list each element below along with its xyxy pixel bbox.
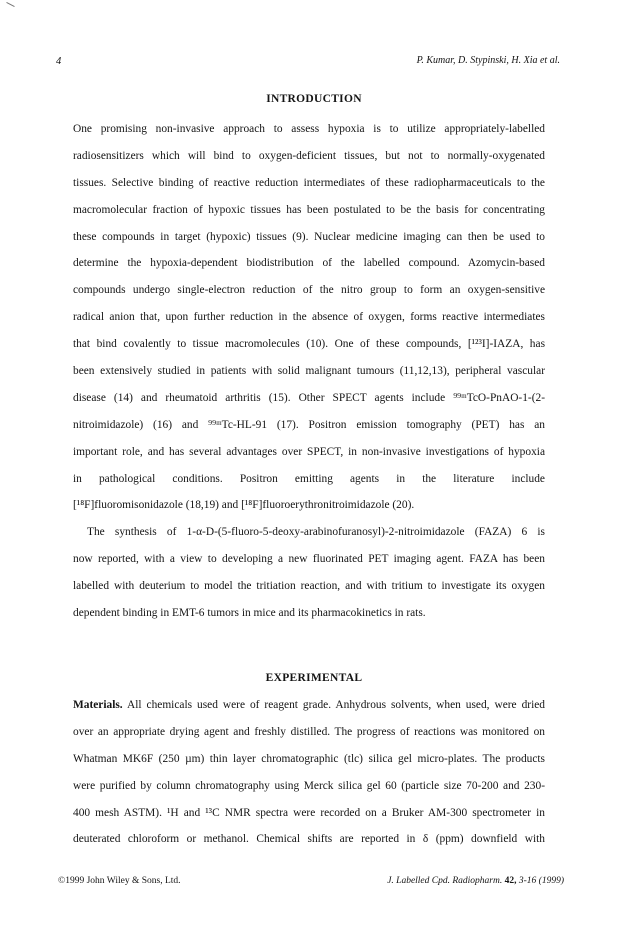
scan-mark	[6, 2, 14, 7]
running-head: P. Kumar, D. Stypinski, H. Xia et al.	[416, 55, 560, 66]
text-line: Whatman MK6F (250 µm) thin layer chromatographic (tlc) silica gel micro-plates. The products	[73, 752, 545, 765]
text-line: that bind covalently to tissue macromolecules (10). One of these compounds, [¹²³I]-IAZA, has	[73, 338, 545, 351]
copyright-notice: ©1999 John Wiley & Sons, Ltd.	[58, 876, 181, 886]
journal-name: J. Labelled Cpd. Radiopharm.	[387, 876, 503, 886]
journal-volume: 42,	[504, 876, 517, 886]
text-line: over an appropriate drying agent and freshly distilled. The progress of reactions was monitored on	[73, 725, 545, 738]
text-line: 400 mesh ASTM). ¹H and ¹³C NMR spectra were recorded on a Bruker AM-300 spectrometer in	[73, 806, 545, 819]
text-line: radical anion that, upon further reduction in the absence of oxygen, forms reactive intermediates	[73, 311, 545, 324]
materials-lead-in: Materials.	[73, 699, 123, 711]
text-line: disease (14) and rheumatoid arthritis (15). Other SPECT agents include ⁹⁹ᵐTcO-PnAO-1-(2-	[73, 391, 545, 404]
introduction-heading: INTRODUCTION	[266, 93, 362, 105]
text-line: been extensively studied in patients with solid malignant tumours (11,12,13), peripheral vascular	[73, 365, 545, 378]
journal-citation	[387, 876, 564, 886]
text-line: important role, and has several advantages over SPECT, in non-invasive investigations of hypoxia	[73, 445, 545, 458]
text-line: radiosensitizers which will bind to oxygen-deficient tissues, but not to normally-oxygenated	[73, 149, 545, 162]
text-line: [¹⁸F]fluoromisonidazole (18,19) and [¹⁸F]fluoroerythronitroimidazole (20).	[73, 499, 415, 512]
text-line: these compounds in target (hypoxic) tissues (9). Nuclear medicine imaging can then be used to	[73, 230, 545, 243]
text-line: deuterated chloroform or methanol. Chemical shifts are reported in δ (ppm) downfield with	[73, 833, 545, 846]
text-line: tissues. Selective binding of reactive reduction intermediates of these radiopharmaceuticals to the	[73, 176, 545, 189]
text-line: compounds undergo single-electron reduction of the nitro group to form an oxygen-sensitive	[73, 284, 545, 297]
text-line: One promising non-invasive approach to assess hypoxia is to utilize appropriately-labelled	[73, 123, 545, 135]
page-number: 4	[56, 56, 62, 67]
text-line: determine the hypoxia-dependent biodistribution of the labelled compound. Azomycin-based	[73, 257, 545, 270]
journal-pages: 3-16 (1999)	[518, 876, 564, 886]
experimental-heading: EXPERIMENTAL	[265, 672, 363, 684]
introduction-body	[73, 122, 545, 633]
text-line-rest: All chemicals used were of reagent grade. Anhydrous solvents, when used, were dried	[122, 699, 545, 711]
text-line: nitroimidazole) (16) and ⁹⁹ᵐTc-HL-91 (17). Positron emission tomography (PET) has an	[73, 418, 545, 431]
text-line: were purified by column chromatography using Merck silica gel 60 (particle size 70-200 and 230-	[73, 779, 545, 792]
text-line: dependent binding in EMT-6 tumors in mice and its pharmacokinetics in rats.	[73, 607, 426, 620]
text-line: labelled with deuterium to model the tritiation reaction, and with tritium to investigate its oxygen	[73, 580, 545, 593]
text-line: in pathological conditions. Positron emitting agents in the literature include	[73, 472, 545, 485]
text-line: The synthesis of 1-α-D-(5-fluoro-5-deoxy-arabinofuranosyl)-2-nitroimidazole (FAZA) 6 is	[87, 526, 545, 539]
text-line: now reported, with a view to developing a new fluorinated PET imaging agent. FAZA has been	[73, 553, 545, 566]
text-line	[73, 698, 545, 725]
experimental-body	[73, 698, 545, 859]
text-line: macromolecular fraction of hypoxic tissues has been postulated to be the basis for concentrating	[73, 203, 545, 216]
